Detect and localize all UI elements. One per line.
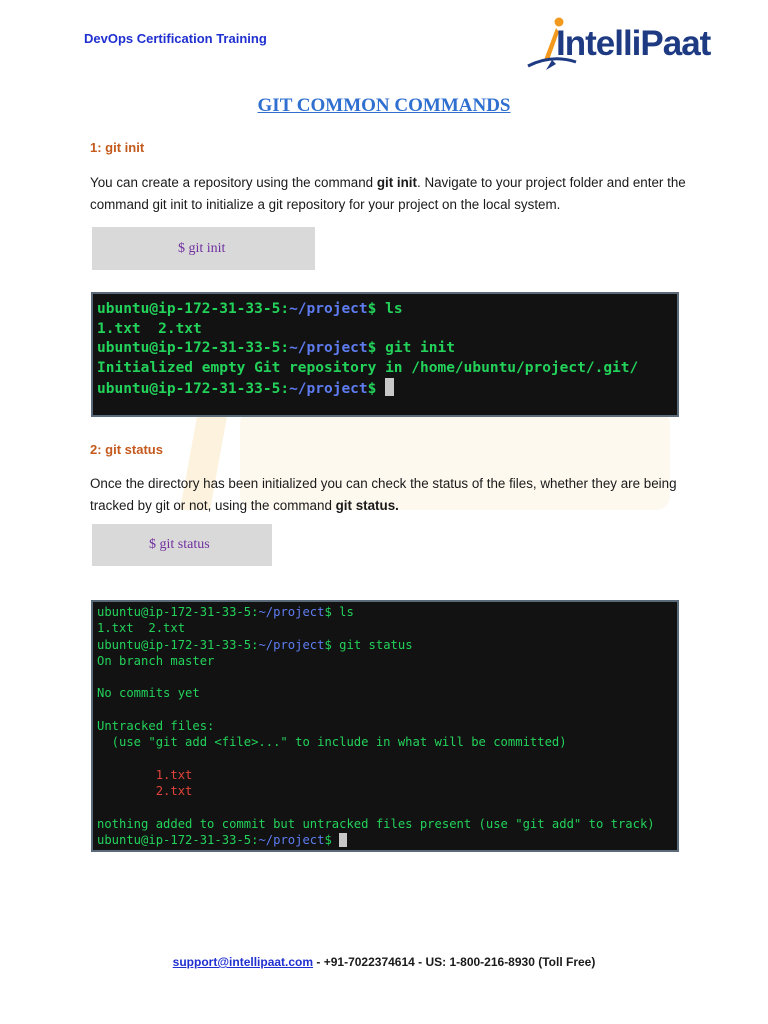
prompt-symbol: $ [324, 637, 332, 652]
paragraph-text: Once the directory has been initialized you can check the status of the files, whether they are being tracked by git or not, using the command [90, 476, 677, 513]
course-title: DevOps Certification Training [84, 31, 267, 46]
prompt-path: ~/project [289, 301, 368, 317]
untracked-file: 2.txt [97, 784, 193, 799]
terminal-blank-line [97, 669, 677, 685]
terminal-line [97, 300, 677, 320]
section-paragraph-git-status [90, 473, 690, 517]
prompt-user: ubuntu@ip-172-31-33-5: [97, 381, 290, 398]
intellipaat-logo [522, 10, 711, 72]
terminal-cursor-icon [385, 378, 394, 396]
prompt-user: ubuntu@ip-172-31-33-5: [97, 340, 290, 357]
terminal-line [97, 378, 677, 400]
terminal-screenshot-git-init [91, 292, 679, 417]
terminal-output: On branch master [97, 653, 215, 668]
paragraph-bold-text: git init [376, 175, 417, 190]
support-email-link[interactable]: support@intellipaat.com [172, 955, 314, 969]
prompt-path: ~/project [289, 340, 368, 357]
prompt-user: ubuntu@ip-172-31-33-5: [97, 833, 259, 848]
terminal-command: git init [376, 340, 455, 357]
terminal-output: (use "git add <file>..." to include in what will be committed) [97, 735, 567, 750]
terminal-output: Untracked files: [97, 719, 215, 734]
command-box-git-init [92, 227, 315, 270]
paragraph-text: . Navigate to your project folder and enter the command git init to initialize a git repository for your project on the local system. [90, 175, 686, 212]
terminal-output: nothing added to commit but untracked files present (use "git add" to track) [97, 816, 655, 831]
prompt-path: ~/project [289, 381, 368, 398]
terminal-screenshot-git-status [91, 600, 679, 852]
prompt-user: ubuntu@ip-172-31-33-5: [97, 301, 290, 317]
prompt-symbol: $ [324, 833, 332, 848]
terminal-output: Initialized empty Git repository in /home/ubuntu/project/.git/ [97, 359, 639, 376]
paragraph-bold-text: git status. [335, 498, 399, 513]
prompt-symbol: $ [367, 340, 377, 357]
prompt-path: ~/project [258, 833, 325, 848]
untracked-file: 1.txt [97, 767, 193, 782]
terminal-command: ls [331, 605, 354, 619]
terminal-cursor-icon [339, 833, 347, 847]
command-text: $ git status [149, 537, 210, 552]
prompt-user: ubuntu@ip-172-31-33-5: [97, 637, 259, 652]
section-paragraph-git-init [90, 172, 690, 216]
terminal-output: 1.txt 2.txt [97, 320, 202, 337]
prompt-path: ~/project [258, 605, 325, 619]
prompt-symbol: $ [367, 301, 377, 317]
terminal-command: ls [376, 301, 403, 317]
terminal-line [97, 637, 677, 653]
terminal-blank-line [97, 702, 677, 718]
prompt-symbol: $ [324, 605, 332, 619]
terminal-blank-line [97, 800, 677, 816]
terminal-output: 1.txt 2.txt [97, 621, 186, 636]
terminal-output: No commits yet [97, 686, 200, 701]
prompt-user: ubuntu@ip-172-31-33-5: [97, 605, 259, 619]
prompt-symbol: $ [367, 381, 377, 398]
page-title: GIT COMMON COMMANDS [257, 95, 511, 116]
prompt-path: ~/project [258, 637, 325, 652]
paragraph-text: You can create a repository using the command [90, 175, 377, 190]
footer-contact [0, 955, 768, 969]
section-heading-git-status: 2: git status [90, 442, 163, 457]
terminal-line [97, 339, 677, 359]
terminal-command: git status [331, 637, 413, 652]
terminal-line [97, 832, 677, 848]
terminal-line [97, 604, 677, 620]
command-text: $ git init [178, 240, 226, 256]
footer-contact-text: - +91-7022374614 - US: 1-800-216-8930 (Toll Free) [313, 955, 596, 969]
command-box-git-status [92, 524, 272, 566]
section-heading-git-init: 1: git init [90, 140, 145, 155]
logo-text: IntelliPaat [556, 24, 711, 63]
terminal-blank-line [97, 751, 677, 767]
